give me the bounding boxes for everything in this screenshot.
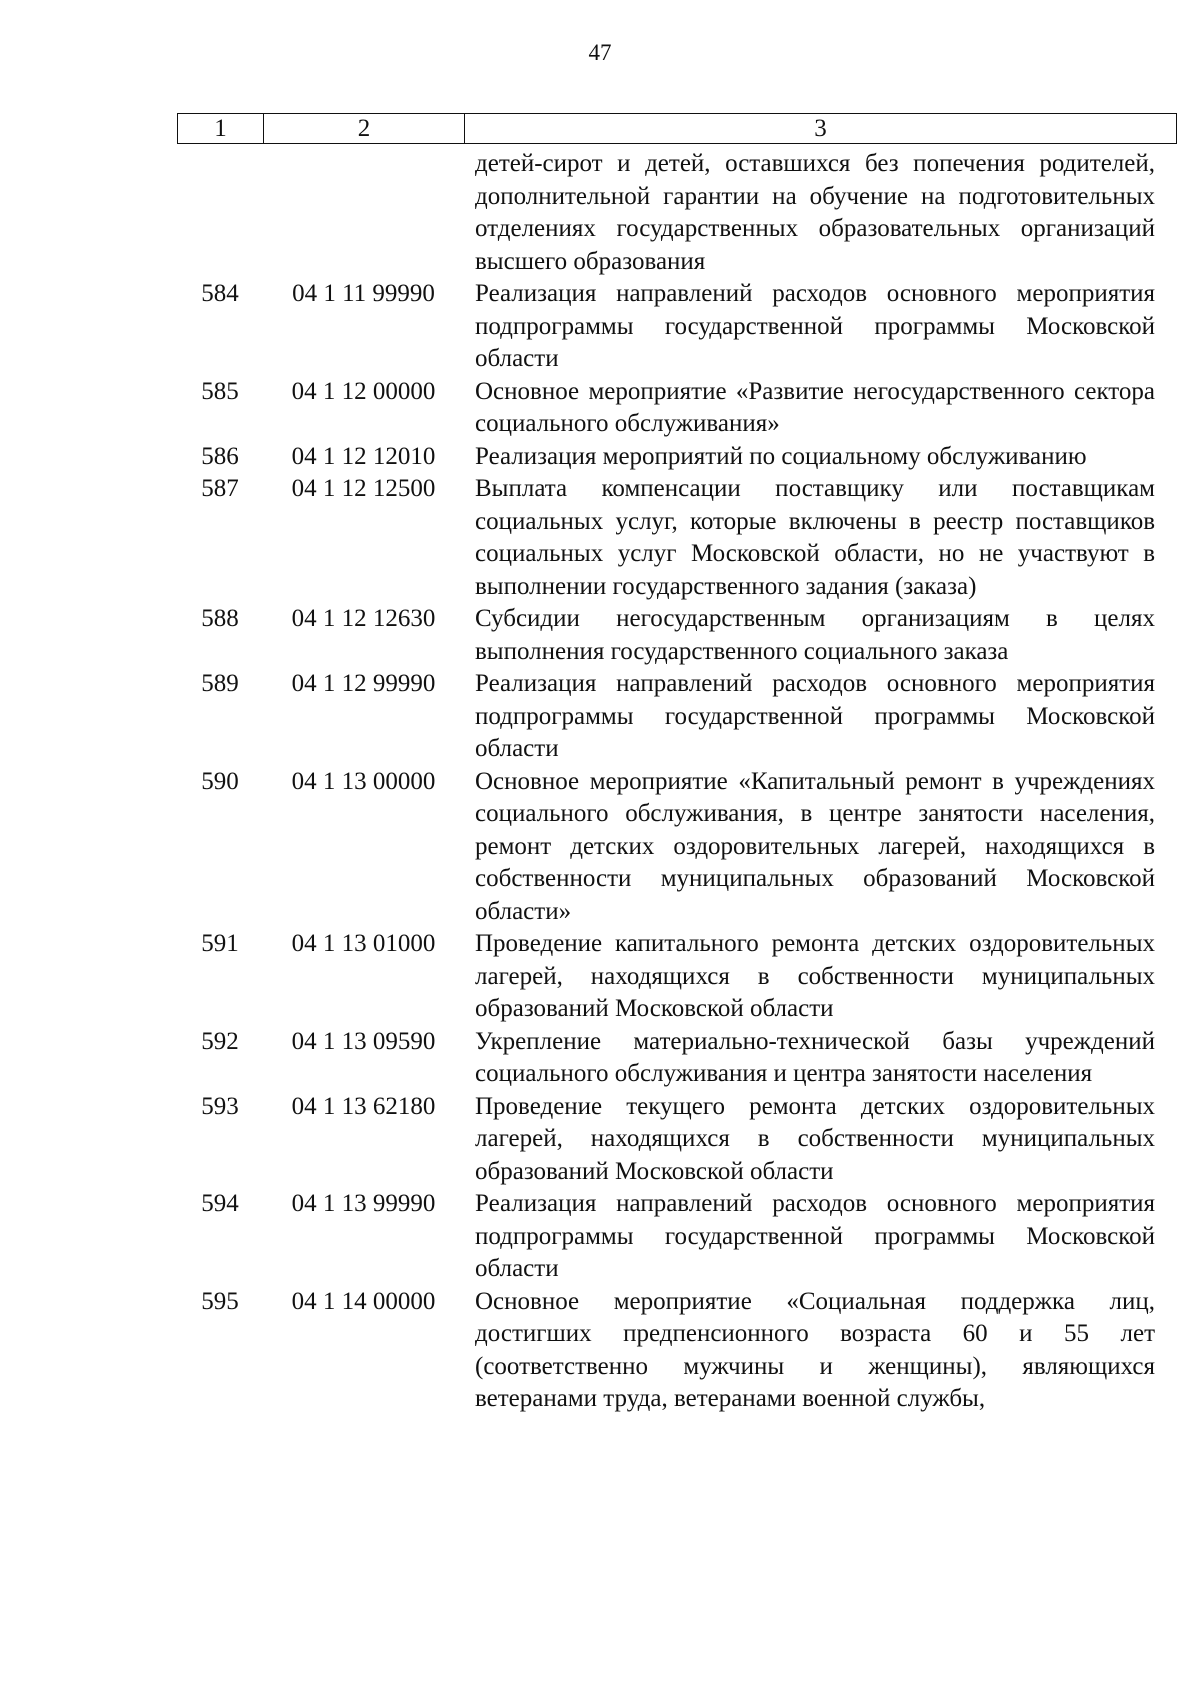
row-code: 04 1 12 99990 [291,670,436,697]
row-description: Основное мероприятие «Капитальный ремонт в учреждениях социального обслуживания, в центре занятости населения, ремонт детских оздоровительных лагерей, находящихся в собственности муниципальных образований Московской области» [475,767,1155,925]
row-description: Реализация мероприятий по социальному обслуживанию [475,442,1087,470]
row-code: 04 1 14 00000 [291,1287,436,1315]
table-row [177,603,1177,668]
row-description: Реализация направлений расходов основного мероприятия подпрограммы государственной программы Московской области [475,670,1155,762]
row-description: Реализация направлений расходов основного мероприятия подпрограммы государственной программы Московской области [475,1190,1155,1282]
row-number: 594 [201,1190,239,1217]
table-body [177,148,1177,1416]
row-code: 04 1 12 00000 [291,377,436,405]
table-row [177,1091,1177,1189]
table-row [177,1026,1177,1091]
table-row [177,766,1177,929]
table-row [177,376,1177,441]
table-row [177,1286,1177,1416]
row-code: 04 1 13 00000 [291,767,436,795]
table-row [177,668,1177,766]
row-code: 04 1 13 01000 [291,930,436,957]
row-number: 588 [201,605,239,632]
row-description: Реализация направлений расходов основного мероприятия подпрограммы государственной программы Московской области [475,280,1155,372]
column-header-3: 3 [814,115,827,142]
table-row [177,148,1177,278]
row-description: Субсидии негосударственным организациям в целях выполнения государственного социального заказа [475,605,1155,665]
table-row [177,278,1177,376]
row-code: 04 1 11 99990 [292,280,435,307]
column-header-2: 2 [264,114,465,143]
row-description: Проведение капитального ремонта детских оздоровительных лагерей, находящихся в собственности муниципальных образований Московской области [475,930,1155,1022]
row-number: 587 [201,475,239,502]
row-code: 04 1 13 09590 [291,1027,436,1055]
column-header-1: 1 [178,114,264,143]
table-row [177,928,1177,1026]
row-number: 591 [201,930,239,957]
row-description: Проведение текущего ремонта детских оздоровительных лагерей, находящихся в собственности муниципальных образований Московской области [475,1092,1155,1185]
row-code: 04 1 13 62180 [291,1092,436,1120]
row-number: 589 [201,670,239,697]
table-row [177,473,1177,603]
row-number: 590 [201,767,239,795]
row-description: Укрепление материально-технической базы учреждений социального обслуживания и центра занятости населения [475,1027,1155,1087]
page-number: 47 [588,40,612,65]
row-description: Основное мероприятие «Социальная поддержка лиц, достигших предпенсионного возраста 60 и 55 лет (соответственно мужчины и женщины), являющихся ветеранами труда, ветеранами военной службы, [475,1287,1155,1412]
row-code: 04 1 13 99990 [291,1190,436,1217]
table-row [177,441,1177,474]
row-number: 584 [201,280,239,307]
row-number: 595 [201,1287,239,1315]
row-number: 585 [201,377,239,405]
row-code: 04 1 12 12500 [291,475,436,502]
row-description: Основное мероприятие «Развитие негосударственного сектора социального обслуживания» [475,377,1155,437]
table-row [177,1188,1177,1286]
table-header [177,113,1177,144]
row-description: Выплата компенсации поставщику или поставщикам социальных услуг, которые включены в реестр поставщиков социальных услуг Московской области, но не участвуют в выполнении государственного задания (заказа) [475,475,1155,600]
row-code: 04 1 12 12010 [291,442,436,470]
row-number: 593 [201,1092,239,1120]
row-number: 586 [201,442,239,470]
row-description: детей-сирот и детей, оставшихся без попечения родителей, дополнительной гарантии на обучение на подготовительных отделениях государственных образовательных организаций высшего образования [475,150,1155,275]
row-code: 04 1 12 12630 [291,605,436,632]
row-number: 592 [201,1027,239,1055]
